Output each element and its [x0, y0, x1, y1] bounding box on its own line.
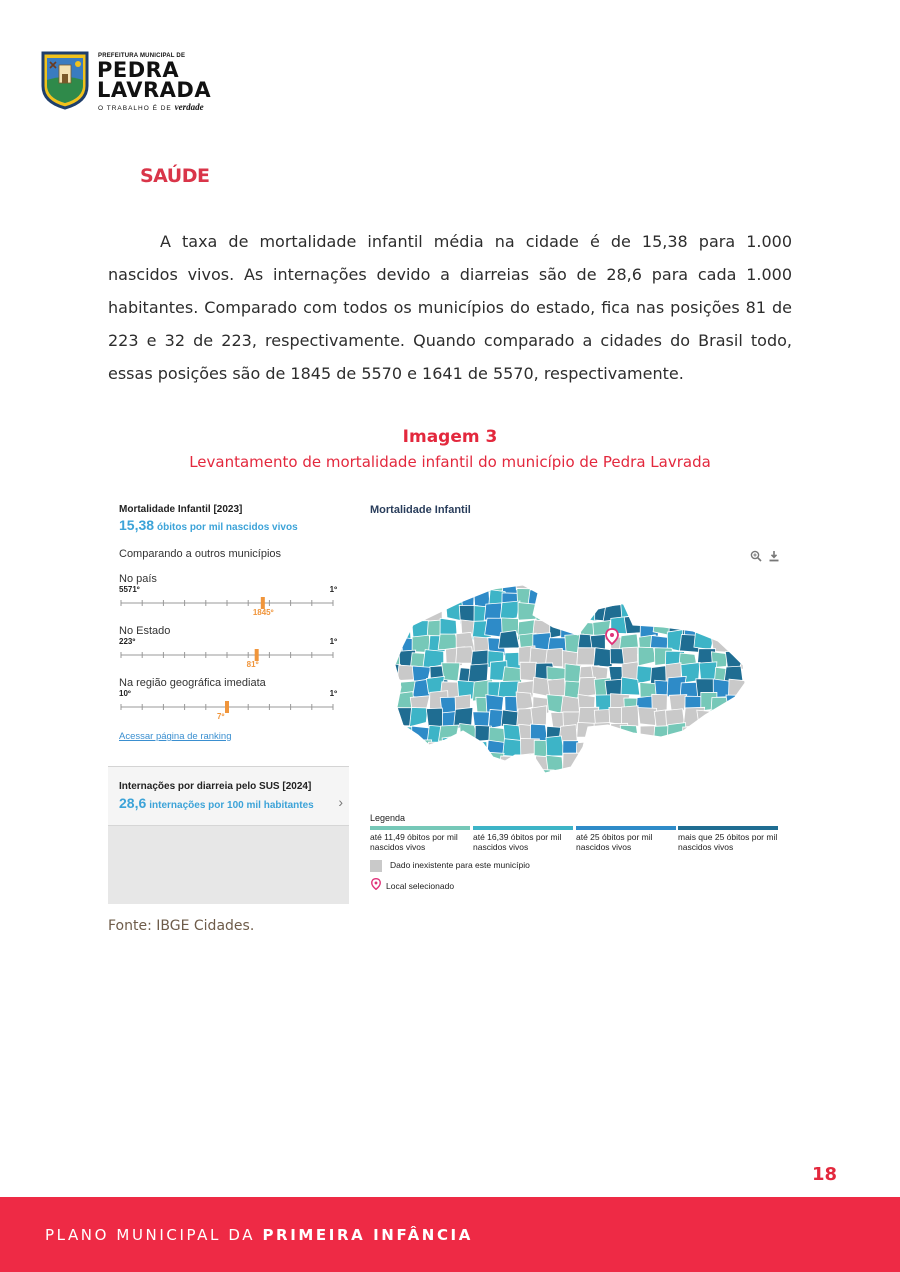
zoom-icon[interactable]	[750, 550, 762, 562]
secondary-value	[119, 795, 314, 811]
municipality-region[interactable]	[698, 575, 716, 595]
municipality-region[interactable]	[396, 575, 416, 592]
crest-icon	[40, 50, 90, 110]
municipality-region[interactable]	[499, 630, 520, 648]
municipality-region[interactable]	[744, 663, 760, 678]
indicator-value	[119, 517, 298, 533]
municipality-region[interactable]	[757, 646, 768, 667]
municipality-region[interactable]	[727, 575, 745, 591]
legend-bar-4	[678, 826, 778, 830]
municipality-region[interactable]	[756, 697, 768, 715]
municipality-region[interactable]	[623, 590, 642, 608]
municipality-region[interactable]	[471, 742, 488, 760]
municipality-region[interactable]	[416, 773, 435, 775]
indicator-value-number: 15,38	[119, 517, 155, 533]
municipality-region[interactable]	[442, 736, 460, 756]
logo-slogan-b: verdade	[174, 102, 204, 112]
municipality-region[interactable]	[516, 692, 533, 711]
municipality-region[interactable]	[726, 724, 744, 741]
municipality-region[interactable]	[622, 768, 642, 775]
municipality-region[interactable]	[620, 725, 639, 744]
municipality-region[interactable]	[411, 575, 432, 594]
ranking-country	[119, 573, 341, 623]
municipality-region[interactable]	[383, 623, 401, 642]
municipality-region[interactable]	[413, 754, 432, 772]
ranking-page-link[interactable]: Acessar página de ranking	[119, 731, 232, 742]
municipality-region[interactable]	[655, 591, 671, 608]
municipality-region[interactable]	[709, 710, 728, 726]
municipality-region[interactable]	[637, 575, 655, 589]
municipality-region[interactable]	[740, 727, 760, 745]
municipality-region[interactable]	[636, 767, 655, 775]
legend-bar-2	[473, 826, 573, 830]
map-regions[interactable]	[383, 575, 768, 775]
municipality-region[interactable]	[713, 622, 730, 640]
municipality-region[interactable]	[383, 680, 400, 698]
municipality-region[interactable]	[383, 769, 399, 775]
municipality-region[interactable]	[745, 618, 764, 639]
municipality-region[interactable]	[638, 647, 655, 666]
municipality-region[interactable]	[742, 737, 761, 757]
municipality-region[interactable]	[427, 756, 445, 775]
municipality-region[interactable]	[580, 577, 595, 593]
municipality-region[interactable]	[700, 740, 717, 757]
municipality-region[interactable]	[456, 740, 475, 759]
figure-source: Fonte: IBGE Cidades.	[108, 918, 255, 934]
footer-title-a: PLANO MUNICIPAL DA	[45, 1226, 256, 1244]
municipality-region[interactable]	[756, 607, 768, 624]
municipality-region[interactable]	[455, 771, 474, 775]
legend-label-3: até 25 óbitos por mil nascidos vivos	[576, 832, 653, 852]
municipality-region[interactable]	[603, 740, 623, 758]
municipality-region[interactable]	[594, 648, 613, 667]
municipality-region[interactable]	[680, 592, 698, 610]
municipality-region[interactable]	[457, 753, 477, 772]
municipality-region[interactable]	[760, 770, 768, 775]
compare-label: Comparando a outros municípios	[119, 548, 282, 560]
municipality-region[interactable]	[399, 770, 415, 775]
municipality-region[interactable]	[743, 575, 764, 590]
municipality-region[interactable]	[384, 586, 402, 606]
municipality-region[interactable]	[579, 591, 598, 606]
municipality-region[interactable]	[514, 770, 535, 775]
municipality-region[interactable]	[650, 757, 665, 775]
municipality-region[interactable]	[621, 677, 640, 695]
secondary-value-number: 28,6	[119, 795, 147, 811]
municipality-region[interactable]	[577, 648, 595, 665]
municipality-region[interactable]	[696, 589, 714, 608]
municipality-region[interactable]	[441, 769, 459, 775]
municipality-region[interactable]	[745, 769, 761, 775]
municipality-region[interactable]	[383, 575, 400, 594]
municipality-region[interactable]	[528, 587, 548, 606]
municipality-region[interactable]	[741, 752, 760, 773]
indicator-panel	[108, 495, 349, 903]
ranking-region	[119, 677, 341, 727]
municipality-region[interactable]	[439, 755, 456, 775]
ranking-low: 223º	[119, 637, 136, 646]
ranking-label: No Estado	[119, 625, 171, 637]
footer-title-b: PRIMEIRA INFÂNCIA	[262, 1226, 473, 1244]
municipality-region[interactable]	[591, 771, 607, 775]
municipality-region[interactable]	[516, 754, 534, 774]
secondary-indicator-panel	[108, 766, 349, 904]
municipality-region[interactable]	[637, 590, 656, 607]
municipality-region[interactable]	[667, 752, 685, 772]
municipality-region[interactable]	[622, 575, 640, 595]
municipality-region[interactable]	[756, 677, 768, 699]
ranking-scale	[119, 595, 337, 609]
ranking-low: 5571º	[119, 585, 140, 594]
municipality-region[interactable]	[756, 753, 768, 770]
logo-slogan	[98, 102, 204, 112]
municipality-region[interactable]	[651, 772, 669, 775]
ranking-position: 81º	[246, 660, 259, 669]
municipality-region[interactable]	[746, 637, 761, 652]
municipality-region[interactable]	[475, 770, 494, 775]
municipality-region[interactable]	[439, 725, 459, 741]
municipality-region[interactable]	[384, 755, 403, 774]
legend-selected-label: Local selecionado	[386, 881, 455, 891]
ranking-scale	[119, 699, 337, 713]
municipality-region[interactable]	[400, 757, 420, 775]
municipality-region[interactable]	[724, 588, 745, 608]
municipality-region[interactable]	[700, 771, 717, 775]
municipality-region[interactable]	[474, 753, 492, 772]
municipality-region[interactable]	[729, 708, 748, 729]
municipality-region[interactable]	[711, 740, 732, 757]
municipality-region[interactable]	[713, 772, 731, 775]
ranking-marker	[225, 701, 229, 713]
section-title: SAÚDE	[140, 165, 210, 187]
municipality-region[interactable]	[744, 691, 763, 712]
municipality-region[interactable]	[430, 767, 448, 775]
legend-bar-1	[370, 826, 470, 830]
figure-caption: Levantamento de mortalidade infantil do município de Pedra Lavrada	[189, 453, 711, 471]
secondary-value-unit: internações por 100 mil habitantes	[149, 800, 314, 811]
municipality-region[interactable]	[484, 752, 504, 770]
municipality-region[interactable]	[760, 589, 768, 607]
legend-title: Legenda	[370, 813, 406, 823]
municipality-region[interactable]	[500, 601, 520, 620]
municipality-region[interactable]	[682, 740, 701, 757]
indicator-heading: Mortalidade Infantil [2023]	[119, 504, 243, 515]
municipality-region[interactable]	[667, 575, 686, 593]
municipality-region[interactable]	[383, 741, 403, 757]
legend-no-data-swatch	[370, 860, 382, 872]
municipality-region[interactable]	[563, 592, 581, 609]
municipality-region[interactable]	[593, 739, 612, 756]
map-title: Mortalidade Infantil	[370, 504, 471, 516]
secondary-indicator-card[interactable]	[108, 767, 349, 826]
municipality-region[interactable]	[760, 709, 768, 728]
municipality-region[interactable]	[664, 739, 681, 757]
ranking-position: 7º	[217, 712, 225, 721]
municipality-region[interactable]	[562, 577, 580, 592]
municipality-region[interactable]	[759, 723, 768, 742]
municipality-region[interactable]	[604, 768, 624, 775]
municipality-region[interactable]	[714, 575, 730, 590]
municipality-region[interactable]	[699, 754, 720, 771]
municipality-region[interactable]	[669, 695, 687, 712]
legend-label-2: até 16,39 óbitos por mil nascidos vivos	[473, 832, 562, 852]
municipality-region[interactable]	[591, 575, 609, 589]
municipality-region[interactable]	[726, 768, 745, 775]
chevron-right-icon[interactable]: ›	[338, 794, 343, 810]
municipality-region[interactable]	[588, 589, 607, 608]
ranking-high: 1º	[329, 689, 337, 698]
municipality-region[interactable]	[755, 637, 768, 654]
municipality-region[interactable]	[383, 603, 399, 622]
footer-banner	[0, 1197, 900, 1272]
logo-line-1: PEDRA	[97, 58, 180, 82]
municipality-region[interactable]	[713, 725, 730, 744]
municipality-region[interactable]	[581, 770, 599, 775]
municipality-region[interactable]	[755, 739, 768, 759]
municipality-region[interactable]	[484, 766, 505, 775]
municipality-region[interactable]	[605, 586, 622, 604]
municipality-region[interactable]	[441, 575, 459, 593]
municipality-region[interactable]	[531, 706, 547, 726]
municipality-region[interactable]	[759, 621, 768, 642]
municipality-region[interactable]	[726, 695, 745, 712]
municipality-region[interactable]	[725, 741, 745, 759]
legend-label-4: mais que 25 óbitos por mil nascidos vivos	[678, 832, 778, 852]
logo-line-2: LAVRADA	[97, 78, 212, 102]
municipality-region[interactable]	[549, 591, 568, 611]
municipality-region[interactable]	[701, 606, 720, 621]
municipality-region[interactable]	[757, 575, 768, 591]
body-paragraph	[108, 225, 792, 390]
municipality-region[interactable]	[426, 708, 443, 728]
municipality-region[interactable]	[729, 607, 747, 626]
ranking-position: 1845º	[252, 608, 274, 617]
municipality-region[interactable]	[745, 680, 762, 698]
ranking-high: 1º	[329, 637, 337, 646]
municipality-region[interactable]	[473, 575, 491, 590]
indicator-value-unit: óbitos por mil nascidos vivos	[157, 522, 298, 533]
municipality-region[interactable]	[606, 575, 624, 592]
municipality-region[interactable]	[730, 756, 749, 774]
prefeitura-logo	[40, 50, 240, 112]
municipality-region[interactable]	[697, 726, 716, 744]
ranking-label: Na região geográfica imediata	[119, 677, 266, 689]
municipality-region[interactable]	[709, 754, 729, 771]
figure-label: Imagem 3	[402, 427, 498, 447]
legend-no-data-label: Dado inexistente para este município	[390, 860, 530, 870]
municipality-region[interactable]	[726, 622, 742, 639]
municipality-region[interactable]	[709, 592, 728, 610]
municipality-region[interactable]	[665, 605, 683, 622]
municipality-region[interactable]	[413, 593, 434, 610]
body-paragraph-text: A taxa de mortalidade infantil média na cidade é de 15,38 para 1.000 nascidos vivos. As internações devido a diarreias são de 28,6 para cada 1.000 habitantes. Comparado com todos os municípios do estado, fica nas posições 81 de 223 e 32 de 223, respectivamente. Quando comparado a cidades do Brasil todo, essas posições são de 1845 de 5570 e 1641 de 5570, respectivamente.	[108, 232, 792, 383]
municipality-region[interactable]	[560, 607, 581, 625]
municipality-region[interactable]	[652, 604, 670, 619]
secondary-heading: Internações por diarreia pelo SUS [2024]	[119, 781, 312, 792]
municipality-region[interactable]	[712, 604, 733, 620]
municipality-region[interactable]	[484, 603, 501, 620]
municipality-region[interactable]	[576, 741, 596, 760]
municipality-region[interactable]	[667, 770, 686, 775]
municipality-region[interactable]	[546, 736, 565, 756]
municipality-region[interactable]	[667, 723, 686, 744]
page-number: 18	[812, 1164, 838, 1185]
municipality-region[interactable]	[550, 606, 569, 626]
municipality-region[interactable]	[620, 740, 637, 759]
municipality-region[interactable]	[383, 708, 399, 724]
municipality-region[interactable]	[729, 632, 746, 650]
ranking-scale	[119, 647, 337, 661]
municipality-region[interactable]	[460, 575, 477, 593]
municipality-region[interactable]	[741, 602, 762, 621]
municipality-region[interactable]	[395, 589, 411, 608]
municipality-region[interactable]	[610, 754, 626, 773]
footer-title	[45, 1226, 473, 1244]
municipality-region[interactable]	[638, 707, 657, 725]
municipality-region[interactable]	[667, 587, 684, 604]
municipality-region[interactable]	[740, 591, 761, 606]
figure-screenshot	[108, 495, 780, 905]
municipality-map[interactable]	[383, 575, 768, 775]
ranking-label: No país	[119, 573, 157, 585]
logo-slogan-a: O TRABALHO É DE	[98, 105, 172, 112]
legend-bar-3	[576, 826, 676, 830]
municipality-region[interactable]	[383, 725, 398, 742]
municipality-region[interactable]	[683, 575, 702, 591]
municipality-region[interactable]	[635, 753, 653, 772]
ranking-low: 10º	[119, 689, 131, 698]
municipality-region[interactable]	[410, 708, 428, 727]
municipality-region[interactable]	[548, 679, 566, 697]
download-icon[interactable]	[768, 550, 780, 562]
municipality-region[interactable]	[398, 606, 416, 625]
ranking-state	[119, 625, 341, 675]
municipality-region[interactable]	[633, 602, 651, 620]
location-pin-icon	[371, 878, 381, 890]
municipality-region[interactable]	[651, 577, 670, 596]
municipality-region[interactable]	[637, 740, 659, 759]
municipality-region[interactable]	[681, 604, 702, 622]
municipality-region[interactable]	[426, 575, 443, 591]
municipality-region[interactable]	[563, 753, 582, 769]
municipality-region[interactable]	[757, 663, 768, 682]
municipality-region[interactable]	[590, 752, 608, 768]
municipality-region[interactable]	[384, 633, 402, 651]
municipality-region[interactable]	[680, 770, 697, 775]
municipality-region[interactable]	[741, 707, 757, 726]
legend-label-1: até 11,49 óbitos por mil nascidos vivos	[370, 832, 458, 852]
ranking-high: 1º	[329, 585, 337, 594]
municipality-region[interactable]	[620, 753, 640, 769]
municipality-region[interactable]	[651, 738, 670, 759]
municipality-region[interactable]	[428, 589, 449, 609]
municipality-region[interactable]	[518, 602, 537, 620]
municipality-region[interactable]	[679, 756, 698, 774]
municipality-region[interactable]	[546, 575, 566, 591]
logo-prefix: PREFEITURA MUNICIPAL DE	[98, 53, 186, 59]
municipality-region[interactable]	[578, 754, 598, 773]
municipality-region[interactable]	[501, 771, 520, 775]
municipality-region[interactable]	[401, 742, 420, 759]
